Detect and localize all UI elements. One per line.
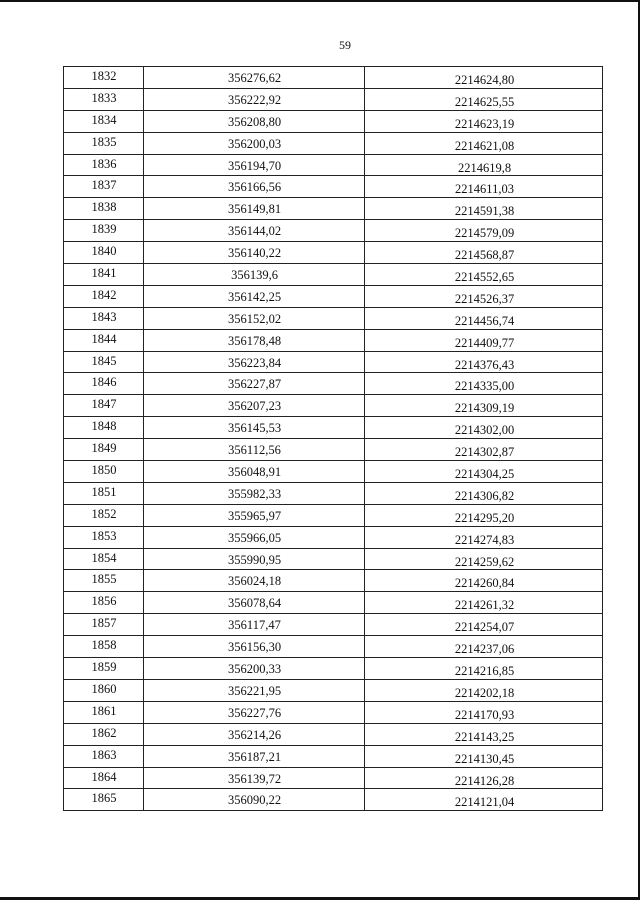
x-coordinate-cell	[143, 175, 364, 197]
x-coordinate-cell	[143, 372, 364, 394]
table-row	[63, 197, 603, 219]
point-number-cell-text: 1843	[91, 309, 117, 324]
y-coordinate-cell	[364, 66, 603, 88]
x-coordinate-cell-text: 356276,62	[227, 71, 282, 85]
table-row	[63, 241, 603, 263]
x-coordinate-cell	[143, 635, 364, 657]
point-number-cell	[63, 154, 143, 176]
y-coordinate-cell	[364, 329, 603, 351]
y-coordinate-cell	[364, 372, 603, 394]
table-row	[63, 504, 603, 526]
table-row	[63, 66, 603, 88]
point-number-cell	[63, 526, 143, 548]
y-coordinate-cell	[364, 679, 603, 701]
x-coordinate-cell-text: 356200,33	[227, 662, 282, 677]
x-coordinate-cell-text: 356139,6	[231, 268, 278, 283]
y-coordinate-cell	[364, 241, 603, 263]
table-row	[63, 438, 603, 460]
y-coordinate-cell-text: 2214579,09	[454, 226, 515, 241]
y-coordinate-cell-text: 2214552,65	[454, 270, 515, 285]
point-number-cell-text: 1847	[91, 397, 117, 412]
point-number-cell	[63, 504, 143, 526]
y-coordinate-cell	[364, 110, 603, 132]
point-number-cell-text: 1859	[91, 660, 117, 675]
y-coordinate-cell	[364, 285, 603, 307]
y-coordinate-cell	[364, 788, 603, 810]
table-row	[63, 569, 603, 591]
point-number-cell-text: 1841	[91, 266, 117, 281]
table-row	[63, 460, 603, 482]
point-number-cell-text: 1835	[91, 134, 117, 149]
y-coordinate-cell-text: 2214456,74	[454, 313, 515, 328]
point-number-cell-text: 1865	[91, 791, 117, 806]
x-coordinate-cell-text: 356145,53	[227, 421, 282, 436]
point-number-cell	[63, 175, 143, 197]
y-coordinate-cell-text: 2214526,37	[454, 291, 515, 306]
table-row	[63, 351, 603, 373]
point-number-cell-text: 1844	[91, 331, 117, 346]
x-coordinate-cell	[143, 679, 364, 701]
x-coordinate-cell-text: 356222,92	[227, 92, 282, 107]
table-row	[63, 701, 603, 723]
point-number-cell-text: 1861	[91, 703, 117, 718]
x-coordinate-cell-text: 355965,97	[227, 508, 282, 523]
x-coordinate-cell-text: 356112,56	[228, 443, 281, 458]
x-coordinate-cell-text: 356048,91	[227, 465, 282, 480]
point-number-cell	[63, 679, 143, 701]
table-row	[63, 307, 603, 329]
point-number-cell	[63, 548, 143, 570]
y-coordinate-cell	[364, 263, 603, 285]
y-coordinate-cell-text: 2214619,8	[457, 160, 512, 175]
x-coordinate-cell-text: 355982,33	[227, 486, 282, 501]
point-number-cell-text: 1855	[91, 572, 117, 587]
point-number-cell-text: 1856	[91, 594, 117, 609]
x-coordinate-cell-text: 356078,64	[227, 596, 282, 611]
y-coordinate-cell-text: 2214568,87	[454, 248, 515, 263]
y-coordinate-cell	[364, 482, 603, 504]
y-coordinate-cell-text: 2214611,03	[455, 182, 514, 197]
x-coordinate-cell-text: 356140,22	[227, 246, 282, 261]
y-coordinate-cell-text: 2214591,38	[454, 204, 515, 219]
x-coordinate-cell	[143, 701, 364, 723]
y-coordinate-cell-text: 2214237,06	[454, 642, 515, 657]
point-number-cell	[63, 132, 143, 154]
y-coordinate-cell	[364, 504, 603, 526]
y-coordinate-cell-text: 2214170,93	[454, 707, 515, 722]
y-coordinate-cell	[364, 307, 603, 329]
x-coordinate-cell	[143, 526, 364, 548]
y-coordinate-cell	[364, 132, 603, 154]
point-number-cell	[63, 394, 143, 416]
point-number-cell	[63, 591, 143, 613]
x-coordinate-cell	[143, 745, 364, 767]
x-coordinate-cell-text: 356144,02	[227, 224, 282, 239]
point-number-cell-text: 1864	[91, 769, 117, 784]
y-coordinate-cell-text: 2214306,82	[454, 488, 515, 503]
y-coordinate-cell	[364, 613, 603, 635]
x-coordinate-cell	[143, 329, 364, 351]
x-coordinate-cell	[143, 154, 364, 176]
x-coordinate-cell	[143, 548, 364, 570]
x-coordinate-cell-text: 356208,80	[227, 114, 282, 129]
y-coordinate-cell	[364, 88, 603, 110]
x-coordinate-cell-text: 356090,22	[227, 793, 282, 808]
y-coordinate-cell	[364, 767, 603, 789]
x-coordinate-cell-text: 355966,05	[227, 530, 282, 545]
x-coordinate-cell-text: 356227,87	[227, 377, 282, 392]
point-number-cell	[63, 372, 143, 394]
y-coordinate-cell	[364, 438, 603, 460]
point-number-cell	[63, 197, 143, 219]
y-coordinate-cell-text: 2214121,04	[454, 795, 515, 810]
y-coordinate-cell-text: 2214302,00	[454, 423, 515, 438]
point-number-cell-text: 1857	[91, 616, 117, 631]
y-coordinate-cell	[364, 394, 603, 416]
y-coordinate-cell-text: 2214625,55	[454, 94, 515, 109]
table-row	[63, 132, 603, 154]
y-coordinate-cell	[364, 635, 603, 657]
point-number-cell	[63, 307, 143, 329]
x-coordinate-cell	[143, 504, 364, 526]
x-coordinate-cell-text: 356156,30	[227, 640, 282, 655]
x-coordinate-cell-text: 356214,26	[227, 727, 282, 742]
y-coordinate-cell-text: 2214624,80	[454, 73, 515, 87]
table-row	[63, 635, 603, 657]
x-coordinate-cell	[143, 613, 364, 635]
point-number-cell-text: 1839	[91, 222, 117, 237]
y-coordinate-cell-text: 2214260,84	[454, 576, 515, 591]
table-row	[63, 416, 603, 438]
table-row	[63, 88, 603, 110]
point-number-cell-text: 1863	[91, 747, 117, 762]
x-coordinate-cell	[143, 263, 364, 285]
table-row	[63, 745, 603, 767]
point-number-cell-text: 1833	[91, 90, 117, 105]
table-row	[63, 788, 603, 810]
point-number-cell-text: 1862	[91, 725, 117, 740]
table-row	[63, 329, 603, 351]
y-coordinate-cell	[364, 657, 603, 679]
point-number-cell	[63, 569, 143, 591]
y-coordinate-cell-text: 2214254,07	[454, 620, 515, 635]
point-number-cell-text: 1838	[91, 200, 117, 215]
y-coordinate-cell	[364, 723, 603, 745]
y-coordinate-cell-text: 2214309,19	[454, 401, 515, 416]
point-number-cell	[63, 88, 143, 110]
y-coordinate-cell-text: 2214376,43	[454, 357, 515, 372]
table-row	[63, 526, 603, 548]
point-number-cell	[63, 66, 143, 88]
x-coordinate-cell	[143, 788, 364, 810]
point-number-cell-text: 1845	[91, 353, 117, 368]
y-coordinate-cell	[364, 701, 603, 723]
y-coordinate-cell	[364, 745, 603, 767]
point-number-cell	[63, 329, 143, 351]
y-coordinate-cell-text: 2214621,08	[454, 138, 515, 153]
x-coordinate-cell-text: 356117,47	[228, 618, 281, 633]
point-number-cell	[63, 351, 143, 373]
y-coordinate-cell-text: 2214623,19	[454, 116, 515, 131]
table-row	[63, 285, 603, 307]
y-coordinate-cell	[364, 175, 603, 197]
x-coordinate-cell	[143, 482, 364, 504]
y-coordinate-cell	[364, 351, 603, 373]
point-number-cell	[63, 285, 143, 307]
table-row	[63, 679, 603, 701]
x-coordinate-cell	[143, 416, 364, 438]
x-coordinate-cell	[143, 110, 364, 132]
x-coordinate-cell	[143, 285, 364, 307]
point-number-cell	[63, 723, 143, 745]
point-number-cell-text: 1850	[91, 463, 117, 478]
x-coordinate-cell-text: 356200,03	[227, 136, 282, 151]
point-number-cell-text: 1848	[91, 419, 117, 434]
x-coordinate-cell-text: 356194,70	[227, 158, 282, 173]
point-number-cell	[63, 482, 143, 504]
point-number-cell-text: 1842	[91, 287, 117, 302]
y-coordinate-cell-text: 2214274,83	[454, 532, 515, 547]
point-number-cell-text: 1858	[91, 638, 117, 653]
table-row	[63, 548, 603, 570]
table-bottom-border	[63, 810, 603, 811]
point-number-cell-text: 1840	[91, 244, 117, 259]
x-coordinate-cell	[143, 307, 364, 329]
point-number-cell-text: 1834	[91, 112, 117, 127]
y-coordinate-cell-text: 2214302,87	[454, 445, 515, 460]
y-coordinate-cell-text: 2214202,18	[454, 685, 515, 700]
table-row	[63, 657, 603, 679]
point-number-cell	[63, 110, 143, 132]
x-coordinate-cell-text: 355990,95	[227, 552, 282, 567]
y-coordinate-cell	[364, 569, 603, 591]
x-coordinate-cell-text: 356166,56	[227, 180, 282, 195]
x-coordinate-cell	[143, 569, 364, 591]
table-row	[63, 723, 603, 745]
y-coordinate-cell-text: 2214261,32	[454, 598, 515, 613]
point-number-cell	[63, 219, 143, 241]
x-coordinate-cell-text: 356139,72	[227, 771, 282, 786]
x-coordinate-cell	[143, 438, 364, 460]
y-coordinate-cell-text: 2214295,20	[454, 510, 515, 525]
y-coordinate-cell-text: 2214143,25	[454, 729, 515, 744]
y-coordinate-cell	[364, 416, 603, 438]
point-number-cell	[63, 745, 143, 767]
y-coordinate-cell	[364, 460, 603, 482]
x-coordinate-cell	[143, 132, 364, 154]
y-coordinate-cell-text: 2214130,45	[454, 751, 515, 766]
table-row	[63, 175, 603, 197]
point-number-cell-text: 1852	[91, 506, 117, 521]
x-coordinate-cell	[143, 241, 364, 263]
point-number-cell	[63, 701, 143, 723]
y-coordinate-cell-text: 2214126,28	[454, 773, 515, 788]
x-coordinate-cell-text: 356221,95	[227, 683, 282, 698]
table-row	[63, 110, 603, 132]
y-coordinate-cell	[364, 526, 603, 548]
y-coordinate-cell-text: 2214335,00	[454, 379, 515, 394]
x-coordinate-cell	[143, 66, 364, 88]
point-number-cell	[63, 460, 143, 482]
x-coordinate-cell	[143, 88, 364, 110]
x-coordinate-cell-text: 356223,84	[227, 355, 282, 370]
point-number-cell	[63, 657, 143, 679]
point-number-cell-text: 1837	[91, 178, 117, 193]
y-coordinate-cell	[364, 591, 603, 613]
table-row	[63, 591, 603, 613]
point-number-cell	[63, 438, 143, 460]
coordinates-table	[63, 66, 603, 810]
x-coordinate-cell	[143, 723, 364, 745]
table-row	[63, 613, 603, 635]
y-coordinate-cell	[364, 548, 603, 570]
point-number-cell-text: 1836	[91, 156, 117, 171]
point-number-cell	[63, 241, 143, 263]
x-coordinate-cell-text: 356024,18	[227, 574, 282, 589]
page-number: 59	[339, 38, 351, 52]
x-coordinate-cell-text: 356178,48	[227, 333, 282, 348]
point-number-cell-text: 1846	[91, 375, 117, 390]
point-number-cell	[63, 788, 143, 810]
x-coordinate-cell-text: 356207,23	[227, 399, 282, 414]
point-number-cell-text: 1851	[91, 484, 117, 499]
x-coordinate-cell-text: 356187,21	[227, 749, 282, 764]
page-edge-top	[0, 0, 640, 2]
x-coordinate-cell	[143, 657, 364, 679]
y-coordinate-cell	[364, 154, 603, 176]
x-coordinate-cell	[143, 219, 364, 241]
y-coordinate-cell-text: 2214259,62	[454, 554, 515, 569]
table-row	[63, 263, 603, 285]
x-coordinate-cell	[143, 767, 364, 789]
x-coordinate-cell-text: 356149,81	[227, 202, 282, 217]
x-coordinate-cell	[143, 351, 364, 373]
point-number-cell-text: 1832	[91, 69, 117, 83]
table-row	[63, 154, 603, 176]
point-number-cell-text: 1854	[91, 550, 117, 565]
point-number-cell	[63, 263, 143, 285]
table-row	[63, 219, 603, 241]
table-row	[63, 394, 603, 416]
point-number-cell	[63, 613, 143, 635]
point-number-cell-text: 1860	[91, 681, 117, 696]
y-coordinate-cell	[364, 219, 603, 241]
table-row	[63, 372, 603, 394]
y-coordinate-cell	[364, 197, 603, 219]
y-coordinate-cell-text: 2214216,85	[454, 664, 515, 679]
point-number-cell	[63, 767, 143, 789]
table-row	[63, 482, 603, 504]
x-coordinate-cell	[143, 394, 364, 416]
point-number-cell-text: 1849	[91, 441, 117, 456]
x-coordinate-cell	[143, 460, 364, 482]
y-coordinate-cell-text: 2214304,25	[454, 467, 515, 482]
point-number-cell	[63, 416, 143, 438]
point-number-cell-text: 1853	[91, 528, 117, 543]
point-number-cell	[63, 635, 143, 657]
x-coordinate-cell-text: 356142,25	[227, 289, 282, 304]
table-row	[63, 767, 603, 789]
x-coordinate-cell	[143, 197, 364, 219]
x-coordinate-cell-text: 356227,76	[227, 705, 282, 720]
x-coordinate-cell-text: 356152,02	[227, 311, 282, 326]
x-coordinate-cell	[143, 591, 364, 613]
y-coordinate-cell-text: 2214409,77	[454, 335, 515, 350]
